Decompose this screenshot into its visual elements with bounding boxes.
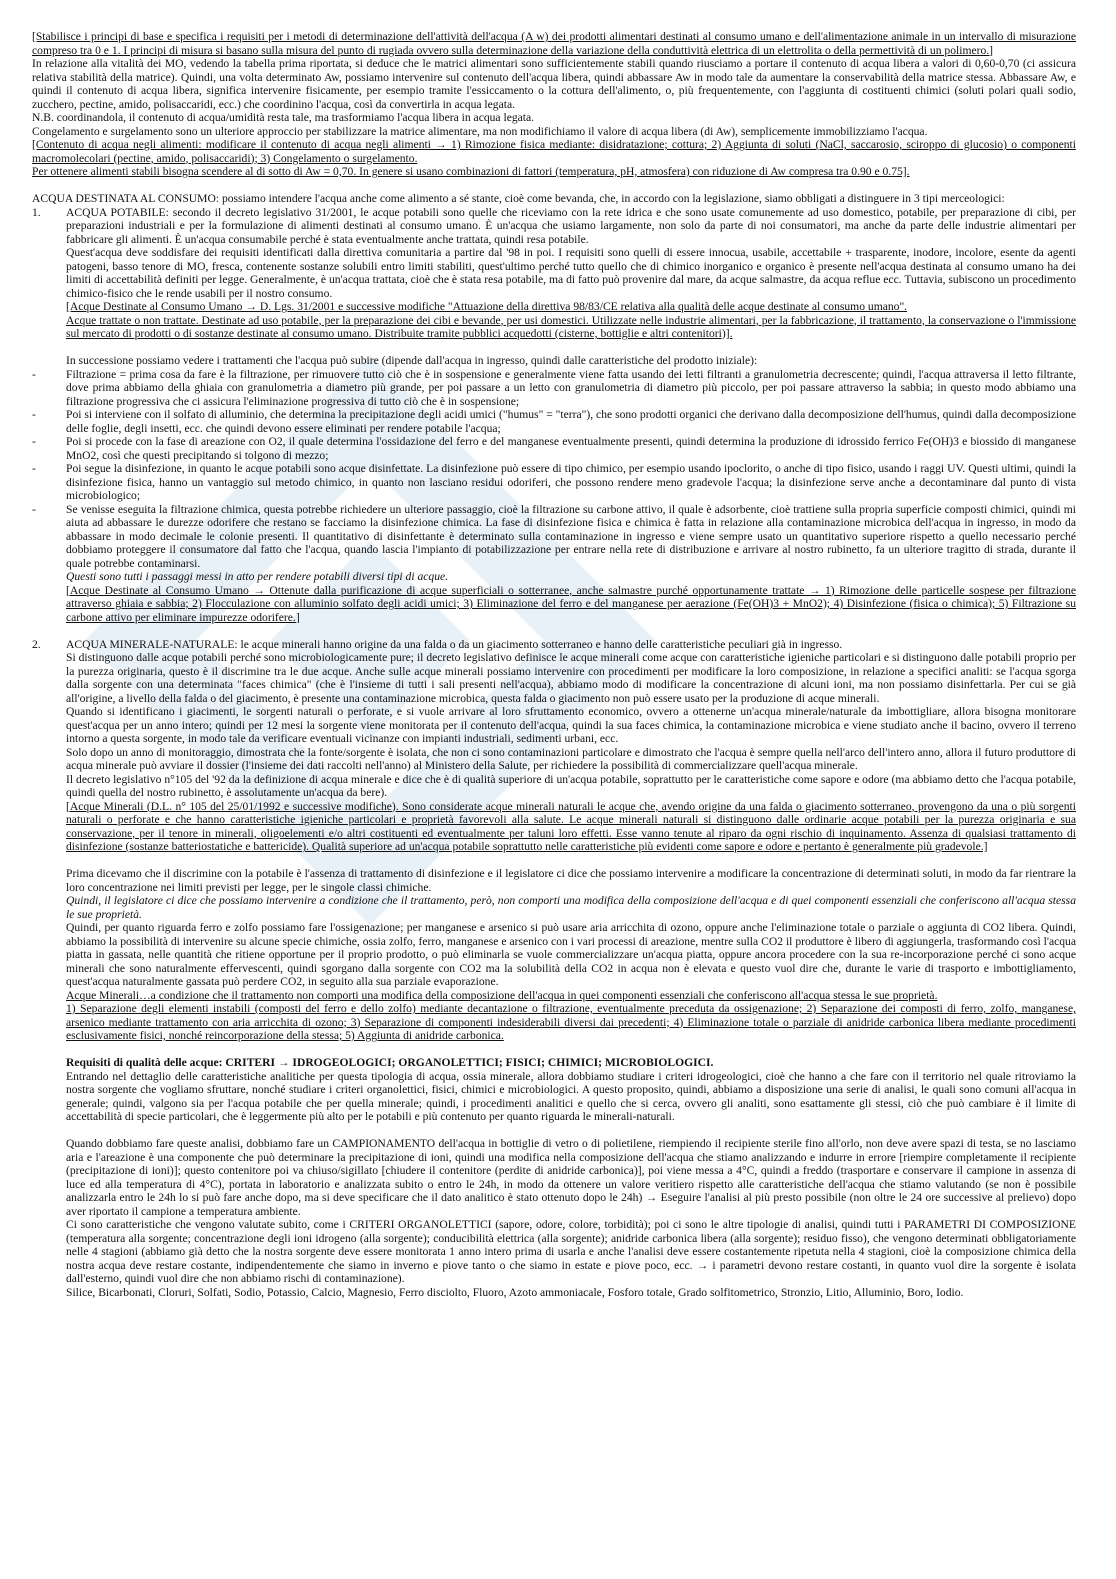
paragraph: N.B. coordinandola, il contenuto di acqua/umidità resta tale, ma trasformiamo l'acqua libera in acqua legata. — [32, 111, 535, 124]
paragraph: Quindi, per quanto riguarda ferro e zolfo possiamo fare l'ossigenazione; per manganese e arsenico si può usare aria arricchita di ozono, oppure anche l'eliminazione totale o parziale o aggiunta di CO2 libera. Quindi, abbiamo la possibilità di intervenire su alcune specie chimiche, ossia zolfo, ferro, manganese e arsenico con i vari processi di areazione, mentre sulla CO2 il produttore è libero di aggiungerla, trasformando così l'acqua piatta in gassata, nelle quantità che ritiene opportune per il proprio prodotto, o può eliminarla se vuole commercializzare un'acqua piatta, oppure ancora procedere con la sua re-incorporazione perché ci sono acque minerali che sono naturalmente effervescenti, quindi sgorgano dalla sorgente con CO2 ma la solubilità della CO2 in acqua non è elevata e questo vuol dire che, durante le varie di trasporto e imbottigliamento, quest'acqua naturalmente gassata può perdere CO2, in seguito alla sua parziale evaporazione. — [66, 921, 1076, 988]
paragraph: In successione possiamo vedere i trattamenti che l'acqua può subire (dipende dall'acqua in ingresso, quindi dalle caratteristiche del prodotto iniziale): — [66, 354, 758, 367]
list-item-acqua-minerale — [32, 638, 1076, 1300]
bracket-note: Acque Minerali…a condizione che il trattamento non comporti una modifica della composizione dell'acqua in quei componenti essenziali che conferiscono all'acqua stessa le sue proprietà. — [66, 988, 938, 1002]
list-item — [32, 408, 1076, 435]
paragraph: Questi sono tutti i passaggi messi in atto per rendere potabili diversi tipi di acque. — [66, 570, 449, 583]
list-item — [32, 503, 1076, 625]
bracket-note: [Acque Destinate al Consumo Umano → D. Lgs. 31/2001 e successive modifiche "Attuazione della direttiva 98/83/CE relativa alla qualità delle acque destinate al consumo umano". — [66, 300, 908, 313]
bracket-note: Acque trattate o non trattate. Destinate ad uso potabile, per la preparazione dei cibi e bevande, per usi domestici. Utilizzate nelle industrie alimentari, per la fabbricazione, il trattamento, la conservazione o l'immissione sul mercato di prodotti o di sostanze destinate al consumo umano. Distribuite tramite pubblici acquedotti (cisterne, bottiglie e altri contenitori)]. — [66, 313, 1076, 340]
dash-marker: - — [32, 502, 36, 516]
paragraph: Solo dopo un anno di monitoraggio, dimostrata che la fonte/sorgente è isolata, che non ci sono contaminazioni particolare e dimostrato che l'acqua è sempre quella nell'arco dell'intero anno, allora il futuro produttore di acqua minerale può avviare il dossier (l'insieme dei dati raccolti nell'anno) al Ministero della Salute, per richiedere la possibilità di commercializzare quell'acqua minerale. — [66, 745, 1076, 772]
section-heading-acqua-consumo: ACQUA DESTINATA AL CONSUMO: possiamo intendere l'acqua anche come alimento a sé stante, cioè come bevanda, che, in accordo con la legislazione, siamo obbligati a distinguere in 3 tipi merceologici: — [32, 192, 1005, 205]
dash-marker: - — [32, 367, 36, 381]
dash-marker: - — [32, 462, 36, 475]
document-body — [32, 30, 1076, 1299]
list-item-acqua-potabile — [32, 206, 1076, 341]
bracket-note: Per ottenere alimenti stabili bisogna scendere al di sotto di Aw = 0,70. In genere si usano combinazioni di fattori (temperatura, pH, atmosfera) con riduzione di Aw compresa tra 0.90 e 0.75]. — [32, 165, 910, 178]
list-item — [32, 435, 1076, 462]
bracket-note: [Contenuto di acqua negli alimenti: modificare il contenuto di acqua negli alimenti → 1) Rimozione fisica mediante: disidratazione; cottura; 2) Aggiunta di soluti (NaCl, saccarosio, sciroppo di glucosio) o componenti macromolecolari (pectine, amido, polisaccaridi); 3) Congelamento o surgelamento. — [32, 138, 1076, 165]
paragraph: Quest'acqua deve soddisfare dei requisiti identificati dalla direttiva comunitaria a partire dal '98 in poi. I requisiti sono quelli di essere innocua, usabile, accettabile + trasparente, inodore, incolore, esente da agenti patogeni, basso tenore di MO, fresca, contenente sostanze solubili entro limiti stabiliti, quest'ultimo perché tutto quello che di chimico inorganico e organico è presente nell'acqua destinata al consumo umano ha dei limiti di accettabilità definiti per legge. Generalmente, è un'acqua trattata, cioè che è stata resa potabile, ma di fatto può provenire dal mare, da acque salmastre, da acqua reflue ecc. Tuttavia, subiscono un procedimento chimico-fisico che le rende usabili per il nostro consumo. — [66, 246, 1076, 300]
bracket-note: 1) Separazione degli elementi instabili (composti del ferro e dello zolfo) mediante decantazione o filtrazione, eventualmente preceduta da ossigenazione; 2) Separazione dei composti di ferro, zolfo, manganese, arsenico mediante trattamento con aria arricchita di ozono; 3) Separazione di componenti indesiderabili diversi dai precedenti; 4) Eliminazione totale o parziale di anidride carbonica libera mediante procedimenti esclusivamente fisici, nonché reincorporazione della stessa; 5) Aggiunta di anidride carbonica. — [66, 1002, 1076, 1042]
list-item — [32, 462, 1076, 503]
paragraph: Si distinguono dalle acque potabili perché sono microbiologicamente pure; il decreto legislativo definisce le acque minerali come acque con caratteristiche igieniche particolari e si distinguono dalle potabili proprio per la purezza originaria, questo è il discrimine tra le due acque. Anche sulle acque minerali possiamo intervenire con procedimenti per modificare la loro composizione, in relazione a specifici analiti: se l'acqua sgorga dalla sorgente con una determinata "faces chimica" (che è l'insieme di tutti i sali presenti nell'acqua), abbiamo modo di modificare la concentrazione di alcuni ioni, ma non possiamo disinfettarla. Per cui se già all'origine, a livello della falda o del giacimento, è presente una contaminazione microbica, questa falda o giacimento non può essere usato per la produzione di acque minerali. — [66, 651, 1076, 705]
paragraph: Poi segue la disinfezione, in quanto le acque potabili sono acque disinfettate. La disinfezione può essere di tipo chimico, per esempio usando ipoclorito, o anche di tipo fisico, usando i raggi UV. Questi ultimi, quindi la disinfezione fisica, hanno un vantaggio sul metodo chimico, in quanto non lasciano residui odoriferi, che possono rendere meno gradevole l'acqua; la disinfezione serve anche a decontaminare dal punto di vista microbiologico; — [66, 462, 1076, 502]
paragraph: ACQUA MINERALE-NATURALE: le acque minerali hanno origine da una falda o da un giacimento sotterraneo e hanno delle caratteristiche peculiari già in ingresso. — [66, 637, 843, 651]
bracket-note: [Acque Destinate al Consumo Umano → Ottenute dalla purificazione di acque superficiali o sotterranee, anche salmastre purché opportunamente trattate → 1) Rimozione delle particelle sospese per filtrazione attraverso ghiaia e sabbia; 2) Flocculazione con alluminio solfato degli acidi umici; 3) Eliminazione del ferro e del manganese per aerazione (Fe(OH)3 + MnO2); 4) Disinfezione (fisica o chimica); 5) Filtrazione su carbone attivo per eliminare impurezze odorifere.] — [66, 583, 1076, 624]
paragraph: Quando si identificano i giacimenti, le sorgenti naturali o perforate, e si vuole arrivare al loro sfruttamento economico, ovvero a ottenerne un'acqua minerale/naturale da imbottigliare, allora bisogna monitorare quest'acqua per un anno intero; quindi per 12 mesi la sorgente viene monitorata per il contenuto dell'acqua, quindi la sua faces chimica, la contaminazione microbica e viene studiato anche il bacino, ovvero il terreno intorno a questa sorgente, in modo tale da verificare eventuali vicinanze con impianti industriali, sedimenti urbani, ecc. — [66, 705, 1076, 745]
paragraph: Prima dicevamo che il discrimine con la potabile è l'assenza di trattamento di disinfezione e il legislatore ci dice che possiamo intervenire a modificare la concentrazione di determinati soluti, in modo da far rientrare la loro concentrazione nei limiti previsti per legge, per le singole classi chimiche. — [66, 867, 1076, 894]
list-number: 2. — [32, 637, 41, 651]
paragraph: Filtrazione = prima cosa da fare è la filtrazione, per rimuovere tutto ciò che è in sospensione e generalmente viene fatta usando dei letti filtranti a granulometria decrescente; quindi, l'acqua attraversa il letto filtrante, dove prima abbiamo della ghiaia con granulometria a diametro più grande, per poi passare a un letto con granulometria di diametro più piccolo, per poi passare attraverso la sabbia; in questo modo abbiamo una filtrazione progressiva che ci assicura l'eliminazione progressiva di tutto ciò che è in sospensione; — [66, 367, 1076, 408]
paragraph: Poi si interviene con il solfato di alluminio, che determina la precipitazione degli acidi umici ("humus" = "terra"), che sono prodotti organici che derivano dalla decomposizione dell'humus, quindi dalla decomposizione delle foglie, degli insetti, ecc. che quindi devono essere eliminati per rendere potabile l'acqua; — [66, 408, 1076, 435]
paragraph: Entrando nel dettaglio delle caratteristiche analitiche per questa tipologia di acqua, ossia minerale, allora dobbiamo studiare i criteri idrogeologici, cioè che hanno a che fare con il territorio nel quale ritroviamo la nostra sorgente che vogliamo sfruttare, nonché studiare i criteri organolettici, fisici, chimici e microbiologici. A questo proposito, quindi, abbiamo a disposizione una serie di analisi, le quali sono comuni all'acqua in generale; quindi, valgono sia per l'acqua potabile che per quella minerale; quindi, i procedimenti analitici e quello che si cerca, ovvero gli analiti, sono esattamente gli stessi, ciò che può cambiare è il limite di accettabilità di specie particolari, che è leggermente più alto per le potabili e più contenuto per quanto riguarda le minerali-naturali. — [66, 1069, 1076, 1123]
paragraph: Silice, Bicarbonati, Cloruri, Solfati, Sodio, Potassio, Calcio, Magnesio, Ferro disciolto, Fluoro, Azoto ammoniacale, Fosforo totale, Grado solfitometrico, Stronzio, Litio, Alluminio, Boro, Iodio. — [66, 1285, 964, 1299]
paragraph: Congelamento e surgelamento sono un ulteriore approccio per stabilizzare la matrice alimentare, ma non modifichiamo il valore di acqua libera (di Aw), semplicemente immobilizziamo l'acqua. — [32, 124, 928, 138]
paragraph: [Stabilisce i principi di base e specifica i requisiti per i metodi di determinazione dell'attività dell'acqua (A w) dei prodotti alimentari destinati al consumo umano e dell'alimentazione animale in un intervallo di misurazione compreso tra 0 e 1. I principi di misura si basano sulla misura del punto di rugiada ovvero sulla determinazione della variazione della conduttività elettrica di un elettrolita o della permettività di un polimero.] — [32, 30, 1076, 57]
subheading-requisiti: Requisiti di qualità delle acque: CRITERI → IDROGEOLOGICI; ORGANOLETTICI; FISICI; CHIMICI; MICROBIOLOGICI. — [66, 1056, 714, 1069]
paragraph: Quindi, il legislatore ci dice che possiamo intervenire a condizione che il trattamento, però, non comporti una modifica della composizione dell'acqua e di quei componenti essenziali che conferiscono all'acqua stessa le sue proprietà. — [66, 894, 1076, 921]
paragraph: Poi si procede con la fase di areazione con O2, il quale determina l'ossidazione del ferro e del manganese eventualmente presenti, quindi determina la produzione di idrossido ferrico Fe(OH)3 e biossido di manganese MnO2, così che questi precipitando si tolgono di mezzo; — [66, 435, 1076, 462]
paragraph: Se venisse eseguita la filtrazione chimica, questa potrebbe richiedere un ulteriore passaggio, cioè la filtrazione su carbone attivo, il quale è adsorbente, cioè trattiene sulla propria superficie composti chimici, quindi mi aiuta ad abbassare le durezze odorifere che restano se facciamo la disinfezione chimica. La fase di disinfezione fisica e chimica è fatta in relazione alla contaminazione microbica dell'acqua in ingresso, in modo da abbassare in modo decimale le colonie presenti. Il quantitativo di disinfettante è determinato sulla contaminazione in ingresso e viene sempre usato un quantitativo superiore rispetto a quello necessario perché dobbiamo proteggere il consumatore dal fatto che l'acqua, quando lascia l'impianto di potabilizzazione per entrare nella rete di distribuzione e arrivare al nostro rubinetto, fa un ulteriore tragitto di strada, durante il quale potrebbe contaminarsi. — [66, 502, 1076, 570]
paragraph: In relazione alla vitalità dei MO, vedendo la tabella prima riportata, si deduce che le matrici alimentari sono sufficientemente stabili quando riusciamo a portare il contenuto di acqua libera a valori di 0,60-0,70 (ci assicura relativa stabilità della matrice). Quindi, una volta determinato Aw, possiamo intervenire sul contenuto dell'acqua libera, quindi abbassare Aw in modo tale da aumentare la conservabilità della matrice stessa. Abbassare Aw, e quindi il contenuto di acqua libera, significa intervenire fisicamente, per esempio tramite l'essiccamento o la cottura dell'alimento, o, più frequentemente, con l'aggiunta di costituenti chimici (soluti polari quali sodio, zucchero, pectine, amido, polisaccaridi, ecc.) che coordinino l'acqua, così da convertirla in acqua legata. — [32, 57, 1076, 111]
paragraph: Quando dobbiamo fare queste analisi, dobbiamo fare un CAMPIONAMENTO dell'acqua in bottiglie di vetro o di polietilene, riempiendo il recipiente sterile fino all'orlo, non deve avere spazi di testa, se no lasciamo aria e l'areazione è una componente che può determinare la precipitazione di ioni, quindi una modifica nella composizione dell'acqua che stiamo analizzando e indurre in errore [riempire completamente il recipiente (precipitazione di ioni)]; questo contenitore poi va chiuso/sigillato [chiudere il contenitore (perdite di anidride carbonica)], poi viene messa a 4°C, quindi a freddo (trasportare e conservare il campione in assenza di luce ed alla temperatura di 4°C), portata in laboratorio e analizzata subito o entro le 24h, in modo da ottenere un valore veritiero rispetto alle caratteristiche dell'acqua che stiamo valutando (se non è possibile analizzarla entro le 24h lo si può fare anche dopo, ma si deve specificare che il dato analitico è stato ottenuto dopo le 24h) → Eseguire l'analisi al più presto possibile (non oltre le 24 ore successive al prelievo) dopo aver riportato il campione a temperatura ambiente. — [66, 1137, 1076, 1218]
dash-marker: - — [32, 408, 36, 421]
dash-marker: - — [32, 435, 36, 448]
paragraph: Ci sono caratteristiche che vengono valutate subito, come i CRITERI ORGANOLETTICI (sapore, odore, colore, torbidità); poi ci sono le altre tipologie di analisi, quindi tutti i PARAMETRI DI COMPOSIZIONE (temperatura alla sorgente; concentrazione degli ioni idrogeno (alla sorgente); conducibilità elettrica (alla sorgente); anidride carbonica libera (alla sorgente); residuo fisso), che vengono determinati obbligatoriamente nelle 4 stagioni (abbiamo già detto che la nostra sorgente deve essere monitorata 1 anno intero prima di usarla e anche l'analisi deve essere costantemente ripetuta nella 4 stagioni, cioè la composizione chimica della nostra acqua deve restare costante, indipendentemente che siamo in inverno e piove tanto o che siamo in estate e piove poco, ecc. → i parametri devono restare costanti, in quanto vuol dire la sorgente è isolata dall'esterno, quindi vuol dire che non abbiamo rischi di contaminazione). — [66, 1218, 1076, 1285]
bracket-note: [Acque Minerali (D.L. n° 105 del 25/01/1992 e successive modifiche). Sono considerate acque minerali naturali le acque che, avendo origine da una falda o giacimento sotterraneo, provengono da una o più sorgenti naturali o perforate e che hanno caratteristiche igieniche particolari e proprietà favorevoli alla salute. Le acque minerali naturali si distinguono dalle ordinarie acque potabili per la purezza originaria e sua conservazione, per il tenore in minerali, oligoelementi e/o altri costituenti ed eventualmente per taluni loro effetti. Esse vanno tenute al riparo da ogni rischio di inquinamento. Assenza di qualsiasi trattamento di disinfezione (sostanze batteriostatiche e battericide). Qualità superiore ad un'acqua potabile soprattutto nelle caratteristiche più evidenti come sapore e odore e pertanto è generalmente più gradevole.] — [66, 799, 1076, 853]
list-number: 1. — [32, 205, 41, 219]
paragraph: Il decreto legislativo n°105 del '92 da la definizione di acqua minerale e dice che è di qualità superiore di un'acqua potabile, soprattutto per le caratteristiche come sapore e odore (ma abbiamo detto che l'acqua potabile, quindi quella del nostro rubinetto, è assolutamente un'acqua da bere). — [66, 772, 1076, 799]
list-item — [32, 368, 1076, 409]
paragraph: ACQUA POTABILE: secondo il decreto legislativo 31/2001, le acque potabili sono quelle che riceviamo con la rete idrica e che sono usate comunemente ad uso domestico, potabile, per preparazione di cibi, per preparazioni industriali e per la formulazione di alimenti destinati al consumo umano. È un'acqua che usiamo largamente, non solo da parte di noi consumatori, ma anche da parte delle industrie alimentari per fabbricare gli alimenti. È un'acqua consumabile perché è stata eventualmente anche trattata, quindi resa potabile. — [66, 205, 1076, 246]
